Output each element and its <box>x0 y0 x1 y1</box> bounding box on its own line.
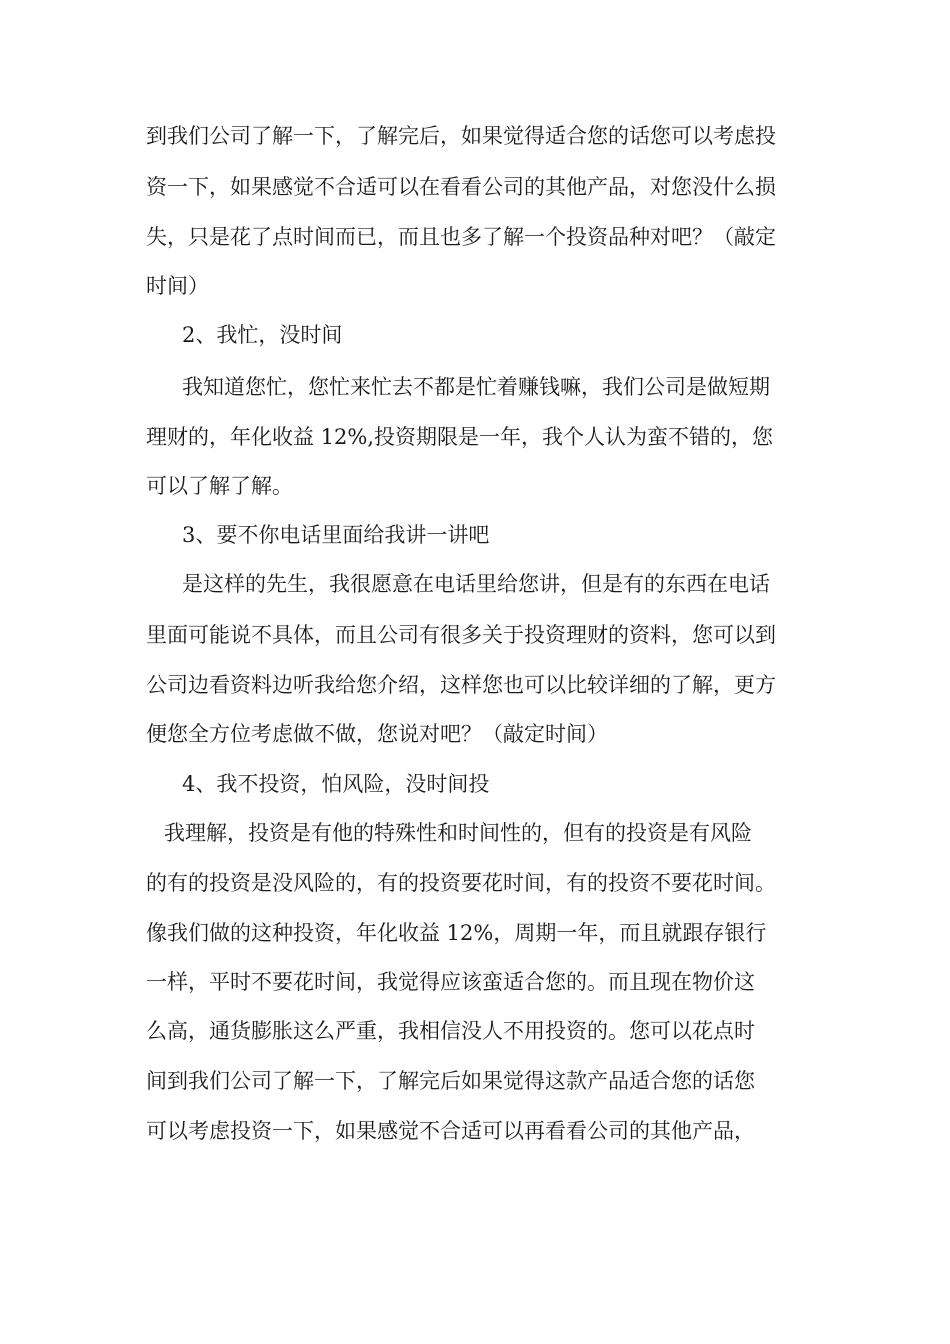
section-heading: 2、我忙，没时间 <box>182 323 343 347</box>
body-text-line: 是这样的先生，我很愿意在电话里给您讲，但是有的东西在电话 <box>182 572 770 596</box>
body-text-line: 时间） <box>146 274 209 298</box>
body-text-line: 我理解，投资是有他的特殊性和时间性的，但有的投资是有风险 <box>164 821 752 845</box>
body-text-line: 里面可能说不具体，而且公司有很多关于投资理财的资料，您可以到 <box>146 623 776 647</box>
body-text-line: 便您全方位考虑做不做，您说对吧？（敲定时间） <box>146 722 608 746</box>
body-text-line: 失，只是花了点时间而已，而且也多了解一个投资品种对吧？（敲定 <box>146 225 776 249</box>
section-heading: 3、要不你电话里面给我讲一讲吧 <box>182 523 490 547</box>
body-text-line: 的有的投资是没风险的，有的投资要花时间，有的投资不要花时间。 <box>146 871 776 895</box>
body-text-line: 理财的，年化收益 12%,投资期限是一年，我个人认为蛮不错的，您 <box>146 425 774 449</box>
body-text-line: 么高，通货膨胀这么严重，我相信没人不用投资的。您可以花点时 <box>146 1019 755 1043</box>
section-heading: 4、我不投资，怕风险，没时间投 <box>182 772 490 796</box>
body-text-line: 一样，平时不要花时间，我觉得应该蛮适合您的。而且现在物价这 <box>146 970 755 994</box>
body-text-line: 像我们做的这种投资，年化收益 12%，周期一年，而且就跟存银行 <box>146 921 767 945</box>
body-text-line: 可以考虑投资一下，如果感觉不合适可以再看看公司的其他产品， <box>146 1119 755 1143</box>
body-text-line: 可以了解了解。 <box>146 474 293 498</box>
body-text-line: 资一下，如果感觉不合适可以在看看公司的其他产品，对您没什么损 <box>146 175 776 199</box>
body-text-line: 间到我们公司了解一下，了解完后如果觉得这款产品适合您的话您 <box>146 1069 755 1093</box>
body-text-line: 到我们公司了解一下，了解完后，如果觉得适合您的话您可以考虑投 <box>146 124 776 148</box>
body-text-line: 公司边看资料边听我给您介绍，这样您也可以比较详细的了解，更方 <box>146 673 776 697</box>
body-text-line: 我知道您忙，您忙来忙去不都是忙着赚钱嘛，我们公司是做短期 <box>182 375 770 399</box>
